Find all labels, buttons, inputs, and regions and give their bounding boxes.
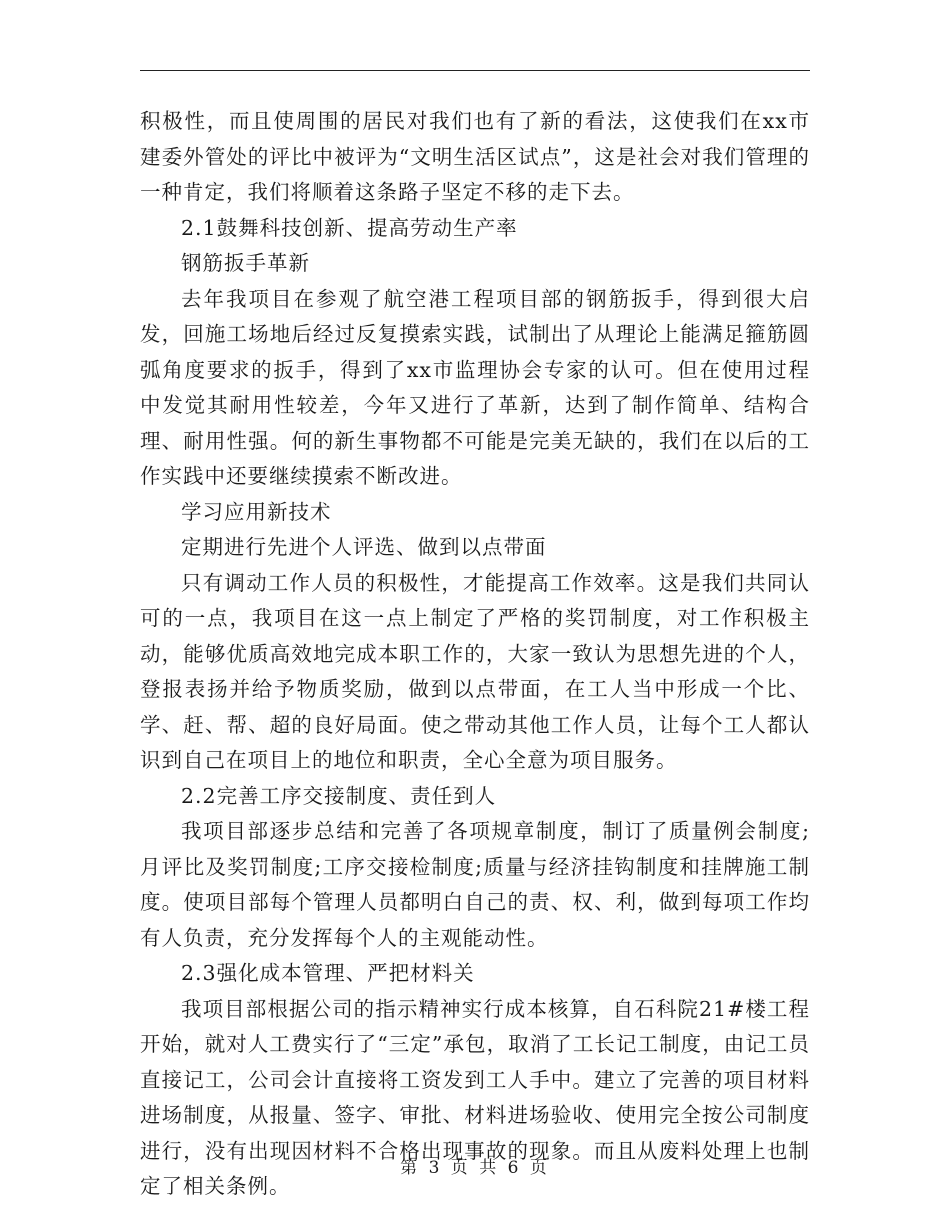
subheading-new-technology: 学习应用新技术: [181, 499, 332, 524]
paragraph-motivation: 只有调动工作人员的积极性，才能提高工作效率。这是我们共同认可的一点，我项目在这一点上制定了严格的奖罚制度，对工作积极主动，能够优质高效地完成本职工作的，大家一致认为思想先进的个人，登报表扬并给予物质奖励，做到以点带面，在工人当中形成一个比、学、赶、帮、超的良好局面。使之带动其他工作人员，让每个工人都认识到自己在项目上的地位和职责，全心全意为项目服务。: [140, 570, 810, 772]
paragraph-cost-management: 我项目部根据公司的指示精神实行成本核算，自石科院21#楼工程开始，就对人工费实行了“三定”承包，取消了工长记工制度，由记工员直接记工，公司会计直接将工资发到工人手中。建立了完善的项目材料进场制度，从报量、签字、审批、材料进场验收、使用完全按公司制度进行，没有出现因材料不合格出现事故的现象。而且从废料处理上也制定了相关条例。: [140, 996, 810, 1198]
subheading-advanced-individual: 定期进行先进个人评选、做到以点带面: [181, 535, 547, 559]
page-number-footer: 第 3 页 共 6 页: [400, 1158, 550, 1178]
header-rule: [140, 70, 810, 71]
paragraph-1: 积极性，而且使周围的居民对我们也有了新的看法，这使我们在xx市建委外管处的评比中被评为“文明生活区试点”，这是社会对我们管理的一种肯定，我们将顺着这条路子坚定不移的走下去。: [140, 109, 810, 204]
paragraph-regulations: 我项目部逐步总结和完善了各项规章制度，制订了质量例会制度;月评比及奖罚制度;工序交接检制度;质量与经济挂钩制度和挂牌施工制度。使项目部每个管理人员都明白自己的责、权、利，做到每项工作均有人负责，充分发挥每个人的主观能动性。: [140, 819, 810, 950]
document-body: [140, 104, 810, 1205]
section-heading-2-2: 2.2完善工序交接制度、责任到人: [181, 783, 497, 808]
section-heading-2-1: 2.1鼓舞科技创新、提高劳动生产率: [181, 215, 518, 240]
section-heading-2-3: 2.3强化成本管理、严把材料关: [181, 961, 475, 985]
subheading-rebar-wrench: 钢筋扳手革新: [181, 251, 310, 275]
paragraph-rebar-wrench: 去年我项目在参观了航空港工程项目部的钢筋扳手，得到很大启发，回施工场地后经过反复摸索实践，试制出了从理论上能满足箍筋圆弧角度要求的扳手，得到了xx市监理协会专家的认可。但在使用过程中发觉其耐用性较差，今年又进行了革新，达到了制作简单、结构合理、耐用性强。何的新生事物都不可能是完美无缺的，我们在以后的工作实践中还要继续摸索不断改进。: [140, 286, 810, 488]
